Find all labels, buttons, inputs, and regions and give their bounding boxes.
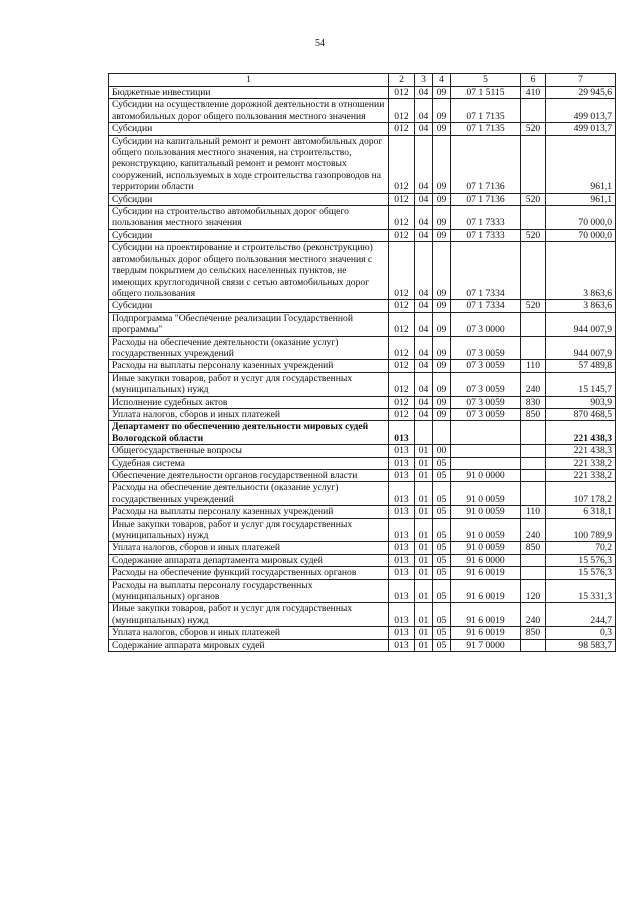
subsection-cell: 05 bbox=[433, 470, 451, 482]
expense-type-cell: 830 bbox=[521, 396, 546, 408]
target-item-cell: 91 0 0000 bbox=[451, 470, 521, 482]
admin-code-cell: 013 bbox=[389, 542, 415, 554]
row-name-cell: Расходы на обеспечение функций государственных органов bbox=[109, 567, 389, 579]
target-item-cell: 07 3 0000 bbox=[451, 312, 521, 336]
target-item-cell: 91 0 0059 bbox=[451, 506, 521, 518]
target-item-cell: 07 1 7135 bbox=[451, 99, 521, 123]
row-name-cell: Субсидии на проектирование и строительство (реконструкцию) автомобильных дорог общего пользования местного значения с твердым покрытием до сельских населенных пунктов, не имеющих круглогодичной связи с сетью автомобильных дорог общего пользования bbox=[109, 242, 389, 300]
expense-type-cell: 410 bbox=[521, 87, 546, 99]
table-row bbox=[109, 372, 616, 396]
section-cell: 04 bbox=[415, 193, 433, 205]
section-cell: 04 bbox=[415, 87, 433, 99]
admin-code-cell: 013 bbox=[389, 482, 415, 506]
subsection-cell: 05 bbox=[433, 627, 451, 639]
row-name-cell: Субсидии на капитальный ремонт и ремонт автомобильных дорог общего пользования местного значения, на строительство, реконструкцию, капитальный ремонт и ремонт мостовых сооружений, используемых в ходе строительства газопроводов на территории области bbox=[109, 135, 389, 193]
subsection-cell bbox=[433, 421, 451, 445]
expense-type-cell: 120 bbox=[521, 579, 546, 603]
section-cell: 04 bbox=[415, 396, 433, 408]
section-cell: 04 bbox=[415, 360, 433, 372]
target-item-cell: 91 6 0000 bbox=[451, 554, 521, 566]
row-name-cell: Уплата налогов, сборов и иных платежей bbox=[109, 542, 389, 554]
subsection-cell: 09 bbox=[433, 193, 451, 205]
header-cell: 4 bbox=[433, 74, 451, 87]
admin-code-cell: 012 bbox=[389, 87, 415, 99]
subsection-cell: 09 bbox=[433, 396, 451, 408]
amount-cell: 6 318,1 bbox=[546, 506, 616, 518]
admin-code-cell: 013 bbox=[389, 603, 415, 627]
subsection-cell: 05 bbox=[433, 554, 451, 566]
section-cell: 04 bbox=[415, 242, 433, 300]
section-cell: 01 bbox=[415, 445, 433, 457]
expense-type-cell: 110 bbox=[521, 360, 546, 372]
amount-cell: 70 000,0 bbox=[546, 229, 616, 241]
table-row bbox=[109, 421, 616, 445]
section-cell: 04 bbox=[415, 300, 433, 312]
admin-code-cell: 012 bbox=[389, 135, 415, 193]
target-item-cell bbox=[451, 457, 521, 469]
subsection-cell: 00 bbox=[433, 445, 451, 457]
expense-type-cell: 850 bbox=[521, 408, 546, 420]
header-cell: 6 bbox=[521, 74, 546, 87]
expense-type-cell bbox=[521, 242, 546, 300]
subsection-cell: 09 bbox=[433, 312, 451, 336]
row-name-cell: Субсидии bbox=[109, 229, 389, 241]
row-name-cell: Судебная система bbox=[109, 457, 389, 469]
table-row bbox=[109, 360, 616, 372]
admin-code-cell: 012 bbox=[389, 242, 415, 300]
target-item-cell: 07 3 0059 bbox=[451, 372, 521, 396]
amount-cell: 29 945,6 bbox=[546, 87, 616, 99]
amount-cell: 221 338,2 bbox=[546, 457, 616, 469]
expense-type-cell bbox=[521, 482, 546, 506]
table-row bbox=[109, 518, 616, 542]
row-name-cell: Субсидии на осуществление дорожной деятельности в отношении автомобильных дорог общего пользования местного значения bbox=[109, 99, 389, 123]
target-item-cell: 07 1 7333 bbox=[451, 206, 521, 230]
table-row bbox=[109, 579, 616, 603]
table-row bbox=[109, 506, 616, 518]
expense-type-cell bbox=[521, 336, 546, 360]
row-name-cell: Содержание аппарата департамента мировых судей bbox=[109, 554, 389, 566]
section-cell: 01 bbox=[415, 603, 433, 627]
admin-code-cell: 013 bbox=[389, 518, 415, 542]
table-row bbox=[109, 242, 616, 300]
row-name-cell: Подпрограмма "Обеспечение реализации Государственной программы" bbox=[109, 312, 389, 336]
table-row bbox=[109, 99, 616, 123]
expense-type-cell bbox=[521, 135, 546, 193]
subsection-cell: 05 bbox=[433, 518, 451, 542]
expense-type-cell bbox=[521, 206, 546, 230]
admin-code-cell: 012 bbox=[389, 312, 415, 336]
target-item-cell: 91 0 0059 bbox=[451, 482, 521, 506]
amount-cell: 3 863,6 bbox=[546, 300, 616, 312]
subsection-cell: 05 bbox=[433, 506, 451, 518]
table-row bbox=[109, 206, 616, 230]
target-item-cell: 07 1 7136 bbox=[451, 135, 521, 193]
subsection-cell: 09 bbox=[433, 336, 451, 360]
admin-code-cell: 013 bbox=[389, 457, 415, 469]
header-cell: 7 bbox=[546, 74, 616, 87]
row-name-cell: Расходы на выплаты персоналу государственных (муниципальных) органов bbox=[109, 579, 389, 603]
table-row bbox=[109, 300, 616, 312]
amount-cell: 961,1 bbox=[546, 193, 616, 205]
admin-code-cell: 013 bbox=[389, 554, 415, 566]
target-item-cell: 91 6 0019 bbox=[451, 567, 521, 579]
target-item-cell: 91 7 0000 bbox=[451, 639, 521, 651]
admin-code-cell: 012 bbox=[389, 300, 415, 312]
target-item-cell: 07 1 7136 bbox=[451, 193, 521, 205]
table-row bbox=[109, 603, 616, 627]
amount-cell: 15 331,3 bbox=[546, 579, 616, 603]
admin-code-cell: 012 bbox=[389, 396, 415, 408]
row-name-cell: Расходы на обеспечение деятельности (оказание услуг) государственных учреждений bbox=[109, 482, 389, 506]
admin-code-cell: 012 bbox=[389, 99, 415, 123]
table-row bbox=[109, 123, 616, 135]
table-row bbox=[109, 542, 616, 554]
admin-code-cell: 012 bbox=[389, 123, 415, 135]
amount-cell: 870 468,5 bbox=[546, 408, 616, 420]
admin-code-cell: 012 bbox=[389, 229, 415, 241]
header-cell: 5 bbox=[451, 74, 521, 87]
target-item-cell: 07 3 0059 bbox=[451, 336, 521, 360]
subsection-cell: 05 bbox=[433, 542, 451, 554]
expense-type-cell bbox=[521, 470, 546, 482]
row-name-cell: Субсидии bbox=[109, 193, 389, 205]
amount-cell: 98 583,7 bbox=[546, 639, 616, 651]
admin-code-cell: 013 bbox=[389, 567, 415, 579]
table-row bbox=[109, 87, 616, 99]
row-name-cell: Иные закупки товаров, работ и услуг для государственных (муниципальных) нужд bbox=[109, 603, 389, 627]
section-cell: 04 bbox=[415, 123, 433, 135]
subsection-cell: 05 bbox=[433, 482, 451, 506]
amount-cell: 70 000,0 bbox=[546, 206, 616, 230]
table-row bbox=[109, 567, 616, 579]
section-cell: 04 bbox=[415, 229, 433, 241]
admin-code-cell: 012 bbox=[389, 336, 415, 360]
table-row bbox=[109, 470, 616, 482]
table-row bbox=[109, 408, 616, 420]
target-item-cell: 07 3 0059 bbox=[451, 408, 521, 420]
subsection-cell: 09 bbox=[433, 229, 451, 241]
subsection-cell: 05 bbox=[433, 603, 451, 627]
page-number: 54 bbox=[315, 38, 325, 49]
amount-cell: 15 576,3 bbox=[546, 567, 616, 579]
expense-type-cell: 520 bbox=[521, 229, 546, 241]
section-cell: 01 bbox=[415, 579, 433, 603]
amount-cell: 0,3 bbox=[546, 627, 616, 639]
expense-type-cell: 850 bbox=[521, 627, 546, 639]
table-row bbox=[109, 445, 616, 457]
row-name-cell: Расходы на выплаты персоналу казенных учреждений bbox=[109, 360, 389, 372]
subsection-cell: 09 bbox=[433, 135, 451, 193]
expense-type-cell bbox=[521, 99, 546, 123]
admin-code-cell: 012 bbox=[389, 408, 415, 420]
expense-type-cell bbox=[521, 421, 546, 445]
expense-type-cell bbox=[521, 312, 546, 336]
header-cell: 2 bbox=[389, 74, 415, 87]
section-cell: 04 bbox=[415, 372, 433, 396]
target-item-cell: 07 1 7333 bbox=[451, 229, 521, 241]
admin-code-cell: 012 bbox=[389, 206, 415, 230]
admin-code-cell: 013 bbox=[389, 470, 415, 482]
amount-cell: 3 863,6 bbox=[546, 242, 616, 300]
expense-type-cell: 520 bbox=[521, 123, 546, 135]
expense-type-cell: 520 bbox=[521, 300, 546, 312]
table-row bbox=[109, 193, 616, 205]
table-row bbox=[109, 229, 616, 241]
amount-cell: 70,2 bbox=[546, 542, 616, 554]
table-row bbox=[109, 312, 616, 336]
amount-cell: 15 576,3 bbox=[546, 554, 616, 566]
target-item-cell: 91 0 0059 bbox=[451, 542, 521, 554]
table-row bbox=[109, 135, 616, 193]
target-item-cell: 07 3 0059 bbox=[451, 360, 521, 372]
amount-cell: 244,7 bbox=[546, 603, 616, 627]
admin-code-cell: 013 bbox=[389, 506, 415, 518]
section-cell: 01 bbox=[415, 457, 433, 469]
row-name-cell: Содержание аппарата мировых судей bbox=[109, 639, 389, 651]
amount-cell: 499 013,7 bbox=[546, 99, 616, 123]
amount-cell: 903,9 bbox=[546, 396, 616, 408]
expense-type-cell: 850 bbox=[521, 542, 546, 554]
section-cell: 04 bbox=[415, 206, 433, 230]
section-cell: 04 bbox=[415, 135, 433, 193]
section-cell: 01 bbox=[415, 470, 433, 482]
subsection-cell: 09 bbox=[433, 300, 451, 312]
expense-type-cell: 110 bbox=[521, 506, 546, 518]
subsection-cell: 09 bbox=[433, 123, 451, 135]
subsection-cell: 09 bbox=[433, 99, 451, 123]
table-row bbox=[109, 396, 616, 408]
expense-type-cell bbox=[521, 639, 546, 651]
subsection-cell: 09 bbox=[433, 372, 451, 396]
admin-code-cell: 013 bbox=[389, 639, 415, 651]
admin-code-cell: 013 bbox=[389, 421, 415, 445]
row-name-cell: Иные закупки товаров, работ и услуг для государственных (муниципальных) нужд bbox=[109, 518, 389, 542]
row-name-cell: Департамент по обеспечению деятельности мировых судей Вологодской области bbox=[109, 421, 389, 445]
target-item-cell: 91 6 0019 bbox=[451, 627, 521, 639]
row-name-cell: Субсидии bbox=[109, 123, 389, 135]
table-row bbox=[109, 639, 616, 651]
row-name-cell: Бюджетные инвестиции bbox=[109, 87, 389, 99]
expense-type-cell: 240 bbox=[521, 372, 546, 396]
row-name-cell: Субсидии на строительство автомобильных дорог общего пользования местного значения bbox=[109, 206, 389, 230]
table-row bbox=[109, 457, 616, 469]
row-name-cell: Обеспечение деятельности органов государственной власти bbox=[109, 470, 389, 482]
target-item-cell: 07 1 7334 bbox=[451, 300, 521, 312]
section-cell: 01 bbox=[415, 518, 433, 542]
amount-cell: 221 338,2 bbox=[546, 470, 616, 482]
row-name-cell: Иные закупки товаров, работ и услуг для государственных (муниципальных) нужд bbox=[109, 372, 389, 396]
expense-type-cell: 240 bbox=[521, 603, 546, 627]
table-row bbox=[109, 336, 616, 360]
subsection-cell: 09 bbox=[433, 87, 451, 99]
amount-cell: 944 007,9 bbox=[546, 312, 616, 336]
expense-type-cell: 240 bbox=[521, 518, 546, 542]
target-item-cell: 07 1 5115 bbox=[451, 87, 521, 99]
section-cell: 04 bbox=[415, 99, 433, 123]
subsection-cell: 09 bbox=[433, 360, 451, 372]
row-name-cell: Расходы на обеспечение деятельности (оказание услуг) государственных учреждений bbox=[109, 336, 389, 360]
target-item-cell bbox=[451, 445, 521, 457]
amount-cell: 57 489,8 bbox=[546, 360, 616, 372]
expense-type-cell bbox=[521, 445, 546, 457]
section-cell: 04 bbox=[415, 408, 433, 420]
expense-type-cell bbox=[521, 554, 546, 566]
amount-cell: 944 007,9 bbox=[546, 336, 616, 360]
row-name-cell: Уплата налогов, сборов и иных платежей bbox=[109, 627, 389, 639]
row-name-cell: Общегосударственные вопросы bbox=[109, 445, 389, 457]
section-cell: 01 bbox=[415, 482, 433, 506]
section-cell: 01 bbox=[415, 506, 433, 518]
admin-code-cell: 012 bbox=[389, 360, 415, 372]
row-name-cell: Расходы на выплаты персоналу казенных учреждений bbox=[109, 506, 389, 518]
subsection-cell: 05 bbox=[433, 579, 451, 603]
section-cell: 01 bbox=[415, 627, 433, 639]
subsection-cell: 05 bbox=[433, 457, 451, 469]
budget-table bbox=[108, 73, 616, 652]
section-cell: 04 bbox=[415, 312, 433, 336]
admin-code-cell: 013 bbox=[389, 445, 415, 457]
table-row bbox=[109, 482, 616, 506]
header-cell: 3 bbox=[415, 74, 433, 87]
target-item-cell: 07 1 7334 bbox=[451, 242, 521, 300]
amount-cell: 221 438,3 bbox=[546, 421, 616, 445]
section-cell: 01 bbox=[415, 554, 433, 566]
amount-cell: 107 178,2 bbox=[546, 482, 616, 506]
subsection-cell: 05 bbox=[433, 567, 451, 579]
row-name-cell: Уплата налогов, сборов и иных платежей bbox=[109, 408, 389, 420]
amount-cell: 15 145,7 bbox=[546, 372, 616, 396]
target-item-cell: 91 0 0059 bbox=[451, 518, 521, 542]
subsection-cell: 09 bbox=[433, 408, 451, 420]
target-item-cell: 91 6 0019 bbox=[451, 603, 521, 627]
row-name-cell: Субсидии bbox=[109, 300, 389, 312]
amount-cell: 961,1 bbox=[546, 135, 616, 193]
amount-cell: 100 789,9 bbox=[546, 518, 616, 542]
amount-cell: 499 013,7 bbox=[546, 123, 616, 135]
target-item-cell: 07 3 0059 bbox=[451, 396, 521, 408]
admin-code-cell: 013 bbox=[389, 579, 415, 603]
expense-type-cell bbox=[521, 457, 546, 469]
row-name-cell: Исполнение судебных актов bbox=[109, 396, 389, 408]
target-item-cell: 07 1 7135 bbox=[451, 123, 521, 135]
expense-type-cell: 520 bbox=[521, 193, 546, 205]
section-cell: 01 bbox=[415, 567, 433, 579]
admin-code-cell: 012 bbox=[389, 193, 415, 205]
subsection-cell: 05 bbox=[433, 639, 451, 651]
table-row bbox=[109, 554, 616, 566]
table-row bbox=[109, 627, 616, 639]
subsection-cell: 09 bbox=[433, 242, 451, 300]
admin-code-cell: 012 bbox=[389, 372, 415, 396]
section-cell bbox=[415, 421, 433, 445]
section-cell: 04 bbox=[415, 336, 433, 360]
table-header-row bbox=[109, 74, 616, 87]
target-item-cell: 91 6 0019 bbox=[451, 579, 521, 603]
target-item-cell bbox=[451, 421, 521, 445]
header-cell: 1 bbox=[109, 74, 389, 87]
section-cell: 01 bbox=[415, 639, 433, 651]
subsection-cell: 09 bbox=[433, 206, 451, 230]
expense-type-cell bbox=[521, 567, 546, 579]
section-cell: 01 bbox=[415, 542, 433, 554]
amount-cell: 221 438,3 bbox=[546, 445, 616, 457]
admin-code-cell: 013 bbox=[389, 627, 415, 639]
